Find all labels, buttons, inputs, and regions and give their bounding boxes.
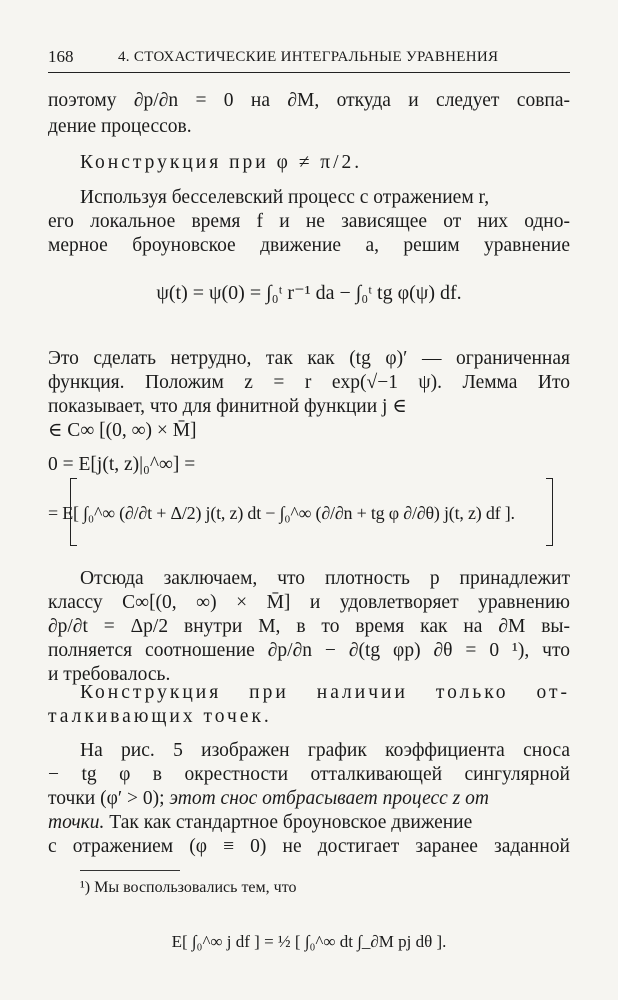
text-line: классу C∞[(0, ∞) × M̄] и удовлетворяет уравнению — [48, 592, 570, 613]
text-line: дение процессов. — [48, 116, 192, 137]
text-line: − tg φ в окрестности отталкивающей сингулярной — [48, 764, 570, 785]
italic-text: точки. — [48, 812, 105, 833]
text-line: полняется соотношение ∂p/∂n − ∂(tg φp) ∂θ = 0 ¹), что — [48, 640, 570, 661]
section-heading: Конструкция при φ ≠ π/2. — [80, 152, 363, 173]
text-line: Отсюда заключаем, что плотность p принадлежит — [80, 568, 570, 589]
section-heading: талкивающих точек. — [48, 706, 272, 727]
equation-2-line-2: = E[ ∫₀^∞ (∂/∂t + Δ/2) j(t, z) dt − ∫₀^∞ (∂/∂n + tg φ ∂/∂θ) j(t, z) df ]. — [48, 503, 515, 523]
text-line: с отражением (φ ≡ 0) не достигает заранее заданной — [48, 836, 570, 857]
text-line: ∂p/∂t = Δp/2 внутри M, в то время как на ∂M вы- — [48, 616, 570, 637]
text-line: поэтому ∂p/∂n = 0 на ∂M, откуда и следует совпа- — [48, 90, 570, 111]
italic-text: этот снос отбрасывает процесс z от — [169, 788, 489, 809]
footnote-equation: E[ ∫₀^∞ j df ] = ½ [ ∫₀^∞ dt ∫_∂M pj dθ ]. — [171, 932, 447, 951]
text-line: мерное броуновское движение a, решим уравнение — [48, 235, 570, 256]
equation-2-line-1: 0 = E[j(t, z)|₀^∞] = — [48, 454, 196, 475]
text-line — [48, 786, 570, 812]
text-span: точки (φ′ > 0); — [48, 788, 165, 809]
text-line — [48, 810, 570, 836]
running-header — [48, 44, 570, 70]
header-rule — [48, 72, 570, 73]
text-line: Используя бесселевский процесс с отражением r, — [80, 187, 490, 208]
text-line: показывает, что для финитной функции j ∈ — [48, 396, 407, 417]
equation-1: ψ(t) = ψ(0) = ∫₀ᵗ r⁻¹ da − ∫₀ᵗ tg φ(ψ) df. — [156, 282, 462, 304]
footnote-rule — [80, 870, 180, 871]
text-line: его локальное время f и не зависящее от них одно- — [48, 211, 570, 232]
text-line: и требовалось. — [48, 664, 171, 685]
page-number: 168 — [48, 47, 74, 66]
text-line: На рис. 5 изображен график коэффициента сноса — [80, 740, 570, 761]
running-title: 4. СТОХАСТИЧЕСКИЕ ИНТЕГРАЛЬНЫЕ УРАВНЕНИЯ — [118, 49, 499, 65]
text-line: Это сделать нетрудно, так как (tg φ)′ — ограниченная — [48, 348, 570, 369]
text-line: ∈ C∞ [(0, ∞) × M̄] — [48, 420, 197, 441]
text-line: функция. Положим z = r exp(√−1 ψ). Лемма Ито — [48, 372, 570, 393]
section-heading: Конструкция при наличии только от- — [80, 682, 570, 703]
footnote-text: ¹) Мы воспользовались тем, что — [80, 879, 297, 896]
bracket-left — [70, 478, 77, 546]
text-span: Так как стандартное броуновское движение — [109, 812, 473, 833]
bracket-right — [546, 478, 553, 546]
